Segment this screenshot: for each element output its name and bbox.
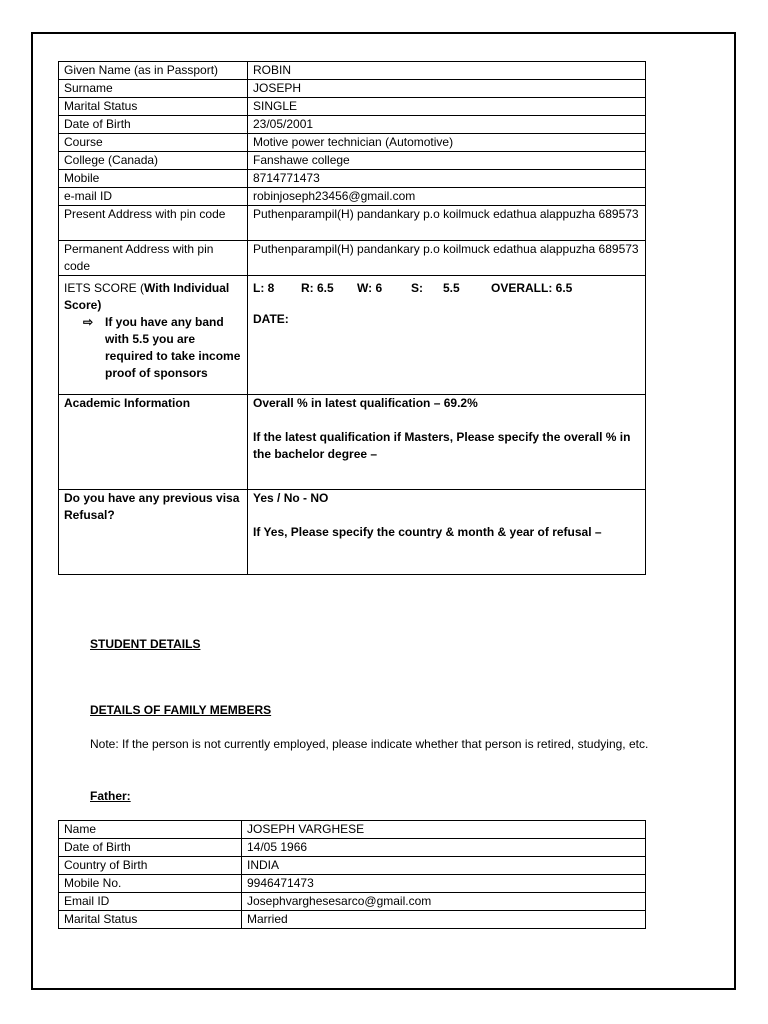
row-label: Name <box>59 821 242 839</box>
row-value: 8714771473 <box>248 170 646 188</box>
row-label: Permanent Address with pin code <box>59 241 248 276</box>
row-value: INDIA <box>242 857 646 875</box>
row-label: Mobile <box>59 170 248 188</box>
table-row <box>59 152 646 170</box>
table-row <box>59 839 646 857</box>
row-label: Given Name (as in Passport) <box>59 62 248 80</box>
row-value: Motive power technician (Automotive) <box>248 134 646 152</box>
table-row <box>59 875 646 893</box>
table-row <box>59 98 646 116</box>
table-row <box>59 821 646 839</box>
row-value: SINGLE <box>248 98 646 116</box>
table-row <box>59 116 646 134</box>
table-row <box>59 170 646 188</box>
table-row <box>59 188 646 206</box>
table-row <box>59 911 646 929</box>
score-writing: W: 6 <box>357 281 383 295</box>
table-row <box>59 134 646 152</box>
row-label: Marital Status <box>59 911 242 929</box>
row-value: Puthenparampil(H) pandankary p.o koilmuck edathua alappuzha 689573 <box>248 206 646 241</box>
iets-label-plain: IETS SCORE ( <box>64 281 145 295</box>
row-value: JOSEPH <box>248 80 646 98</box>
row-label: Present Address with pin code <box>59 206 248 241</box>
row-label: Marital Status <box>59 98 248 116</box>
row-value: Fanshawe college <box>248 152 646 170</box>
student-details-heading: STUDENT DETAILS <box>90 637 201 651</box>
score-speaking-label: S: <box>411 281 423 295</box>
arrow-right-icon: ⇨ <box>83 315 94 329</box>
row-value: 23/05/2001 <box>248 116 646 134</box>
row-value: Josephvarghesesarco@gmail.com <box>242 893 646 911</box>
student-details-table <box>58 61 646 575</box>
visa-value-cell <box>248 490 646 575</box>
row-label: Date of Birth <box>59 839 242 857</box>
table-row <box>59 241 646 276</box>
visa-refusal-details: If Yes, Please specify the country & month & year of refusal – <box>253 525 602 539</box>
row-label: Mobile No. <box>59 875 242 893</box>
table-row <box>59 857 646 875</box>
score-overall: OVERALL: 6.5 <box>491 281 573 295</box>
family-members-heading: DETAILS OF FAMILY MEMBERS <box>90 703 272 717</box>
table-row <box>59 893 646 911</box>
iets-label-bold: With Individual Score) <box>64 281 230 312</box>
academic-value-cell <box>248 395 646 490</box>
academic-bachelor: If the latest qualification if Masters, Please specify the overall % in the bachelor degree – <box>253 430 631 461</box>
row-value: 14/05 1966 <box>242 839 646 857</box>
row-value: JOSEPH VARGHESE <box>242 821 646 839</box>
visa-answer: Yes / No - NO <box>253 491 329 505</box>
table-row <box>59 62 646 80</box>
row-value: Puthenparampil(H) pandankary p.o koilmuck edathua alappuzha 689573 <box>248 241 646 276</box>
row-label: Country of Birth <box>59 857 242 875</box>
academic-overall: Overall % in latest qualification – 69.2% <box>253 396 478 410</box>
table-row <box>59 206 646 241</box>
father-heading: Father: <box>90 789 131 803</box>
iets-score-cell <box>248 276 646 395</box>
row-label: Date of Birth <box>59 116 248 134</box>
iets-row <box>59 276 646 395</box>
iets-date: DATE: <box>253 312 289 326</box>
row-value: ROBIN <box>248 62 646 80</box>
academic-label: Academic Information <box>59 395 248 490</box>
iets-band-note: If you have any band with 5.5 you are required to take income proof of sponsors <box>105 315 241 380</box>
row-value: Married <box>242 911 646 929</box>
score-reading: R: 6.5 <box>301 281 334 295</box>
row-label: College (Canada) <box>59 152 248 170</box>
visa-row <box>59 490 646 575</box>
iets-label-cell <box>59 276 248 395</box>
employment-note: Note: If the person is not currently employed, please indicate whether that person is retired, studying, etc. <box>90 737 649 751</box>
table-row <box>59 80 646 98</box>
score-speaking: 5.5 <box>443 281 460 295</box>
visa-label: Do you have any previous visa Refusal? <box>59 490 248 575</box>
father-details-table <box>58 820 646 929</box>
row-label: Email ID <box>59 893 242 911</box>
row-label: e-mail ID <box>59 188 248 206</box>
academic-row <box>59 395 646 490</box>
row-value: robinjoseph23456@gmail.com <box>248 188 646 206</box>
row-value: 9946471473 <box>242 875 646 893</box>
row-label: Surname <box>59 80 248 98</box>
row-label: Course <box>59 134 248 152</box>
score-listening: L: 8 <box>253 281 275 295</box>
